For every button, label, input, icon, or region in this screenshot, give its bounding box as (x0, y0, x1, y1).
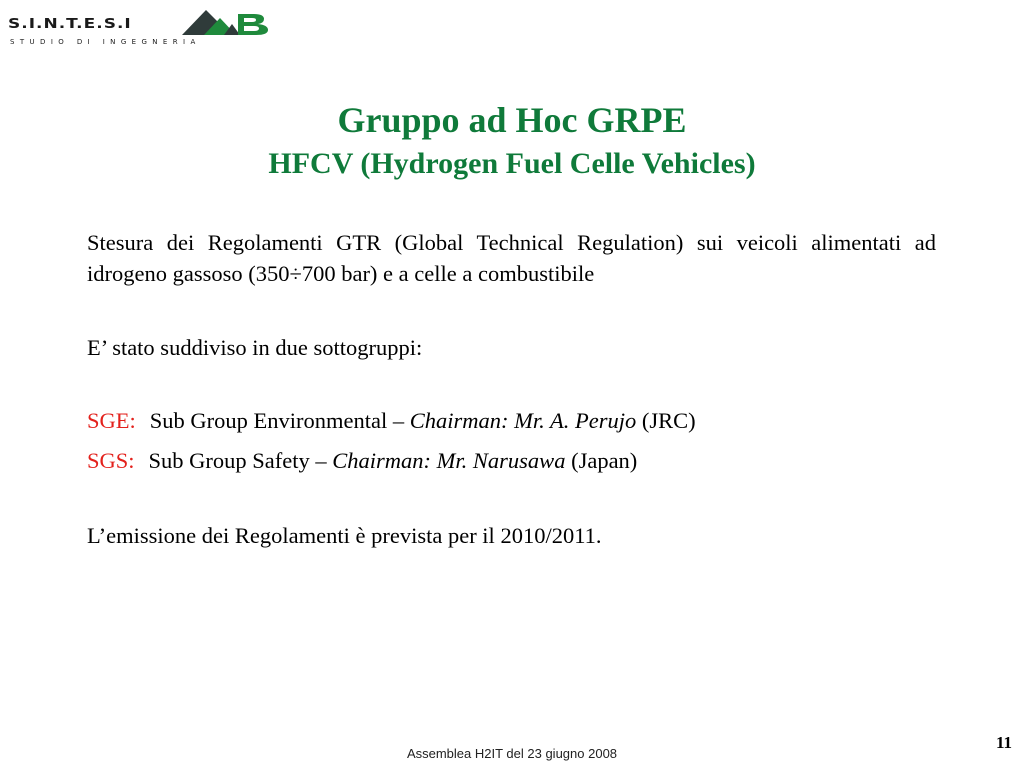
subgroup-chairman: Chairman: Mr. Narusawa (332, 448, 566, 473)
intro-paragraph: Stesura dei Regolamenti GTR (Global Technical Regulation) sui veicoli alimentati ad idrogeno gassoso (350÷700 bar) e a celle a combustibile (87, 230, 936, 286)
page-number: 11 (995, 733, 1012, 752)
slide-subtitle: HFCV (Hydrogen Fuel Celle Vehicles) (268, 147, 756, 180)
slide-title: Gruppo ad Hoc GRPE (337, 100, 687, 140)
subgroup-code: SGS: (87, 448, 135, 473)
logo-wordmark: S.I.N.T.E.S.I (8, 16, 132, 33)
subgroups-intro: E’ stato suddiviso in due sottogruppi: (87, 335, 423, 360)
subgroup-org: (Japan) (565, 448, 638, 473)
emission-paragraph: L’emissione dei Regolamenti è prevista per il 2010/2011. (87, 523, 602, 548)
subgroup-name: Sub Group Safety – (148, 448, 333, 473)
footer-text: Assemblea H2IT del 23 giugno 2008 (406, 746, 618, 761)
subgroup-org: (JRC) (636, 408, 696, 433)
logo-tagline: STUDIO DI INGEGNERIA (10, 38, 201, 46)
subgroup-code: SGE: (87, 408, 136, 433)
company-logo (8, 8, 270, 48)
subgroup-sgs (87, 445, 936, 476)
logo-mountain-icon (180, 8, 270, 36)
subgroup-chairman: Chairman: Mr. A. Perujo (409, 408, 637, 433)
subgroup-name: Sub Group Environmental – (149, 408, 410, 433)
subgroup-sge (87, 405, 936, 436)
